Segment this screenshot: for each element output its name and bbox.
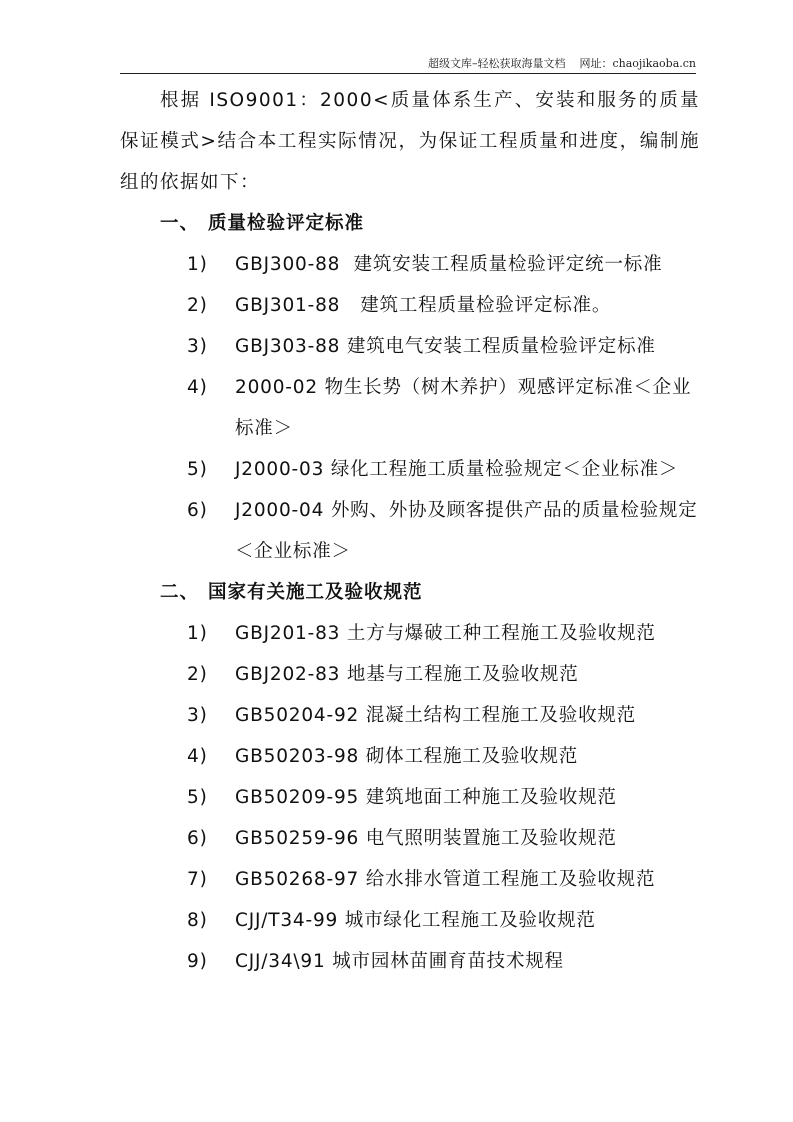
item-number: 6) <box>187 828 208 849</box>
section-title: 国家有关施工及验收规范 <box>208 582 423 603</box>
list-item <box>120 900 700 941</box>
item-text: GBJ201-83 土方与爆破工种工程施工及验收规范 <box>235 623 656 644</box>
item-number: 7) <box>187 869 208 890</box>
item-number: 6) <box>187 500 208 521</box>
item-number: 9) <box>187 951 208 972</box>
section-heading-1 <box>120 203 700 244</box>
list-item <box>120 941 700 982</box>
list-item <box>120 285 700 326</box>
item-text: 2000-02 物生长势（树木养护）观感评定标准＜企业标准＞ <box>235 377 692 439</box>
list-item <box>120 859 700 900</box>
section-heading-2 <box>120 572 700 613</box>
list-item <box>120 736 700 777</box>
item-text: J2000-04 外购、外协及顾客提供产品的质量检验规定＜企业标准＞ <box>235 500 698 562</box>
list-item <box>120 367 700 449</box>
document-body <box>120 80 700 982</box>
list-item <box>120 449 700 490</box>
item-text: GBJ202-83 地基与工程施工及验收规范 <box>235 664 579 685</box>
item-text: GB50204-92 混凝土结构工程施工及验收规范 <box>235 705 636 726</box>
page-header <box>120 55 696 73</box>
item-number: 1) <box>187 623 208 644</box>
section-number: 一、 <box>160 213 200 234</box>
intro-paragraph: 根据 ISO9001：2000<质量体系生产、安装和服务的质量保证模式>结合本工程实际情况，为保证工程质量和进度，编制施组的依据如下： <box>120 90 700 193</box>
item-number: 2) <box>187 295 208 316</box>
section-number: 二、 <box>160 582 200 603</box>
header-divider <box>120 73 696 74</box>
list-item <box>120 818 700 859</box>
section-title: 质量检验评定标准 <box>208 213 365 234</box>
list-item <box>120 490 700 572</box>
item-text: GBJ301-88 建筑工程质量检验评定标准。 <box>235 295 612 316</box>
list-item <box>120 244 700 285</box>
item-number: 4) <box>187 377 208 398</box>
item-text: J2000-03 绿化工程施工质量检验规定＜企业标准＞ <box>235 459 679 480</box>
list-item <box>120 654 700 695</box>
item-text: CJJ/T34-99 城市绿化工程施工及验收规范 <box>235 910 596 931</box>
header-site-name: 超级文库–轻松获取海量文档 <box>427 57 566 70</box>
item-number: 3) <box>187 705 208 726</box>
item-text: GB50203-98 砌体工程施工及验收规范 <box>235 746 579 767</box>
item-text: GB50259-96 电气照明装置施工及验收规范 <box>235 828 617 849</box>
item-text: CJJ/34\91 城市园林苗圃育苗技术规程 <box>235 951 564 972</box>
list-item <box>120 695 700 736</box>
item-number: 2) <box>187 664 208 685</box>
item-number: 5) <box>187 459 208 480</box>
item-text: GBJ303-88 建筑电气安装工程质量检验评定标准 <box>235 336 656 357</box>
list-item <box>120 777 700 818</box>
item-number: 5) <box>187 787 208 808</box>
item-number: 8) <box>187 910 208 931</box>
item-number: 1) <box>187 254 208 275</box>
list-item <box>120 613 700 654</box>
list-item <box>120 326 700 367</box>
item-number: 3) <box>187 336 208 357</box>
item-text: GB50209-95 建筑地面工种施工及验收规范 <box>235 787 617 808</box>
item-text: GBJ300-88 建筑安装工程质量检验评定统一标准 <box>235 254 663 275</box>
item-number: 4) <box>187 746 208 767</box>
header-url: 网址：chaojikaoba.cn <box>579 57 696 70</box>
item-text: GB50268-97 给水排水管道工程施工及验收规范 <box>235 869 656 890</box>
